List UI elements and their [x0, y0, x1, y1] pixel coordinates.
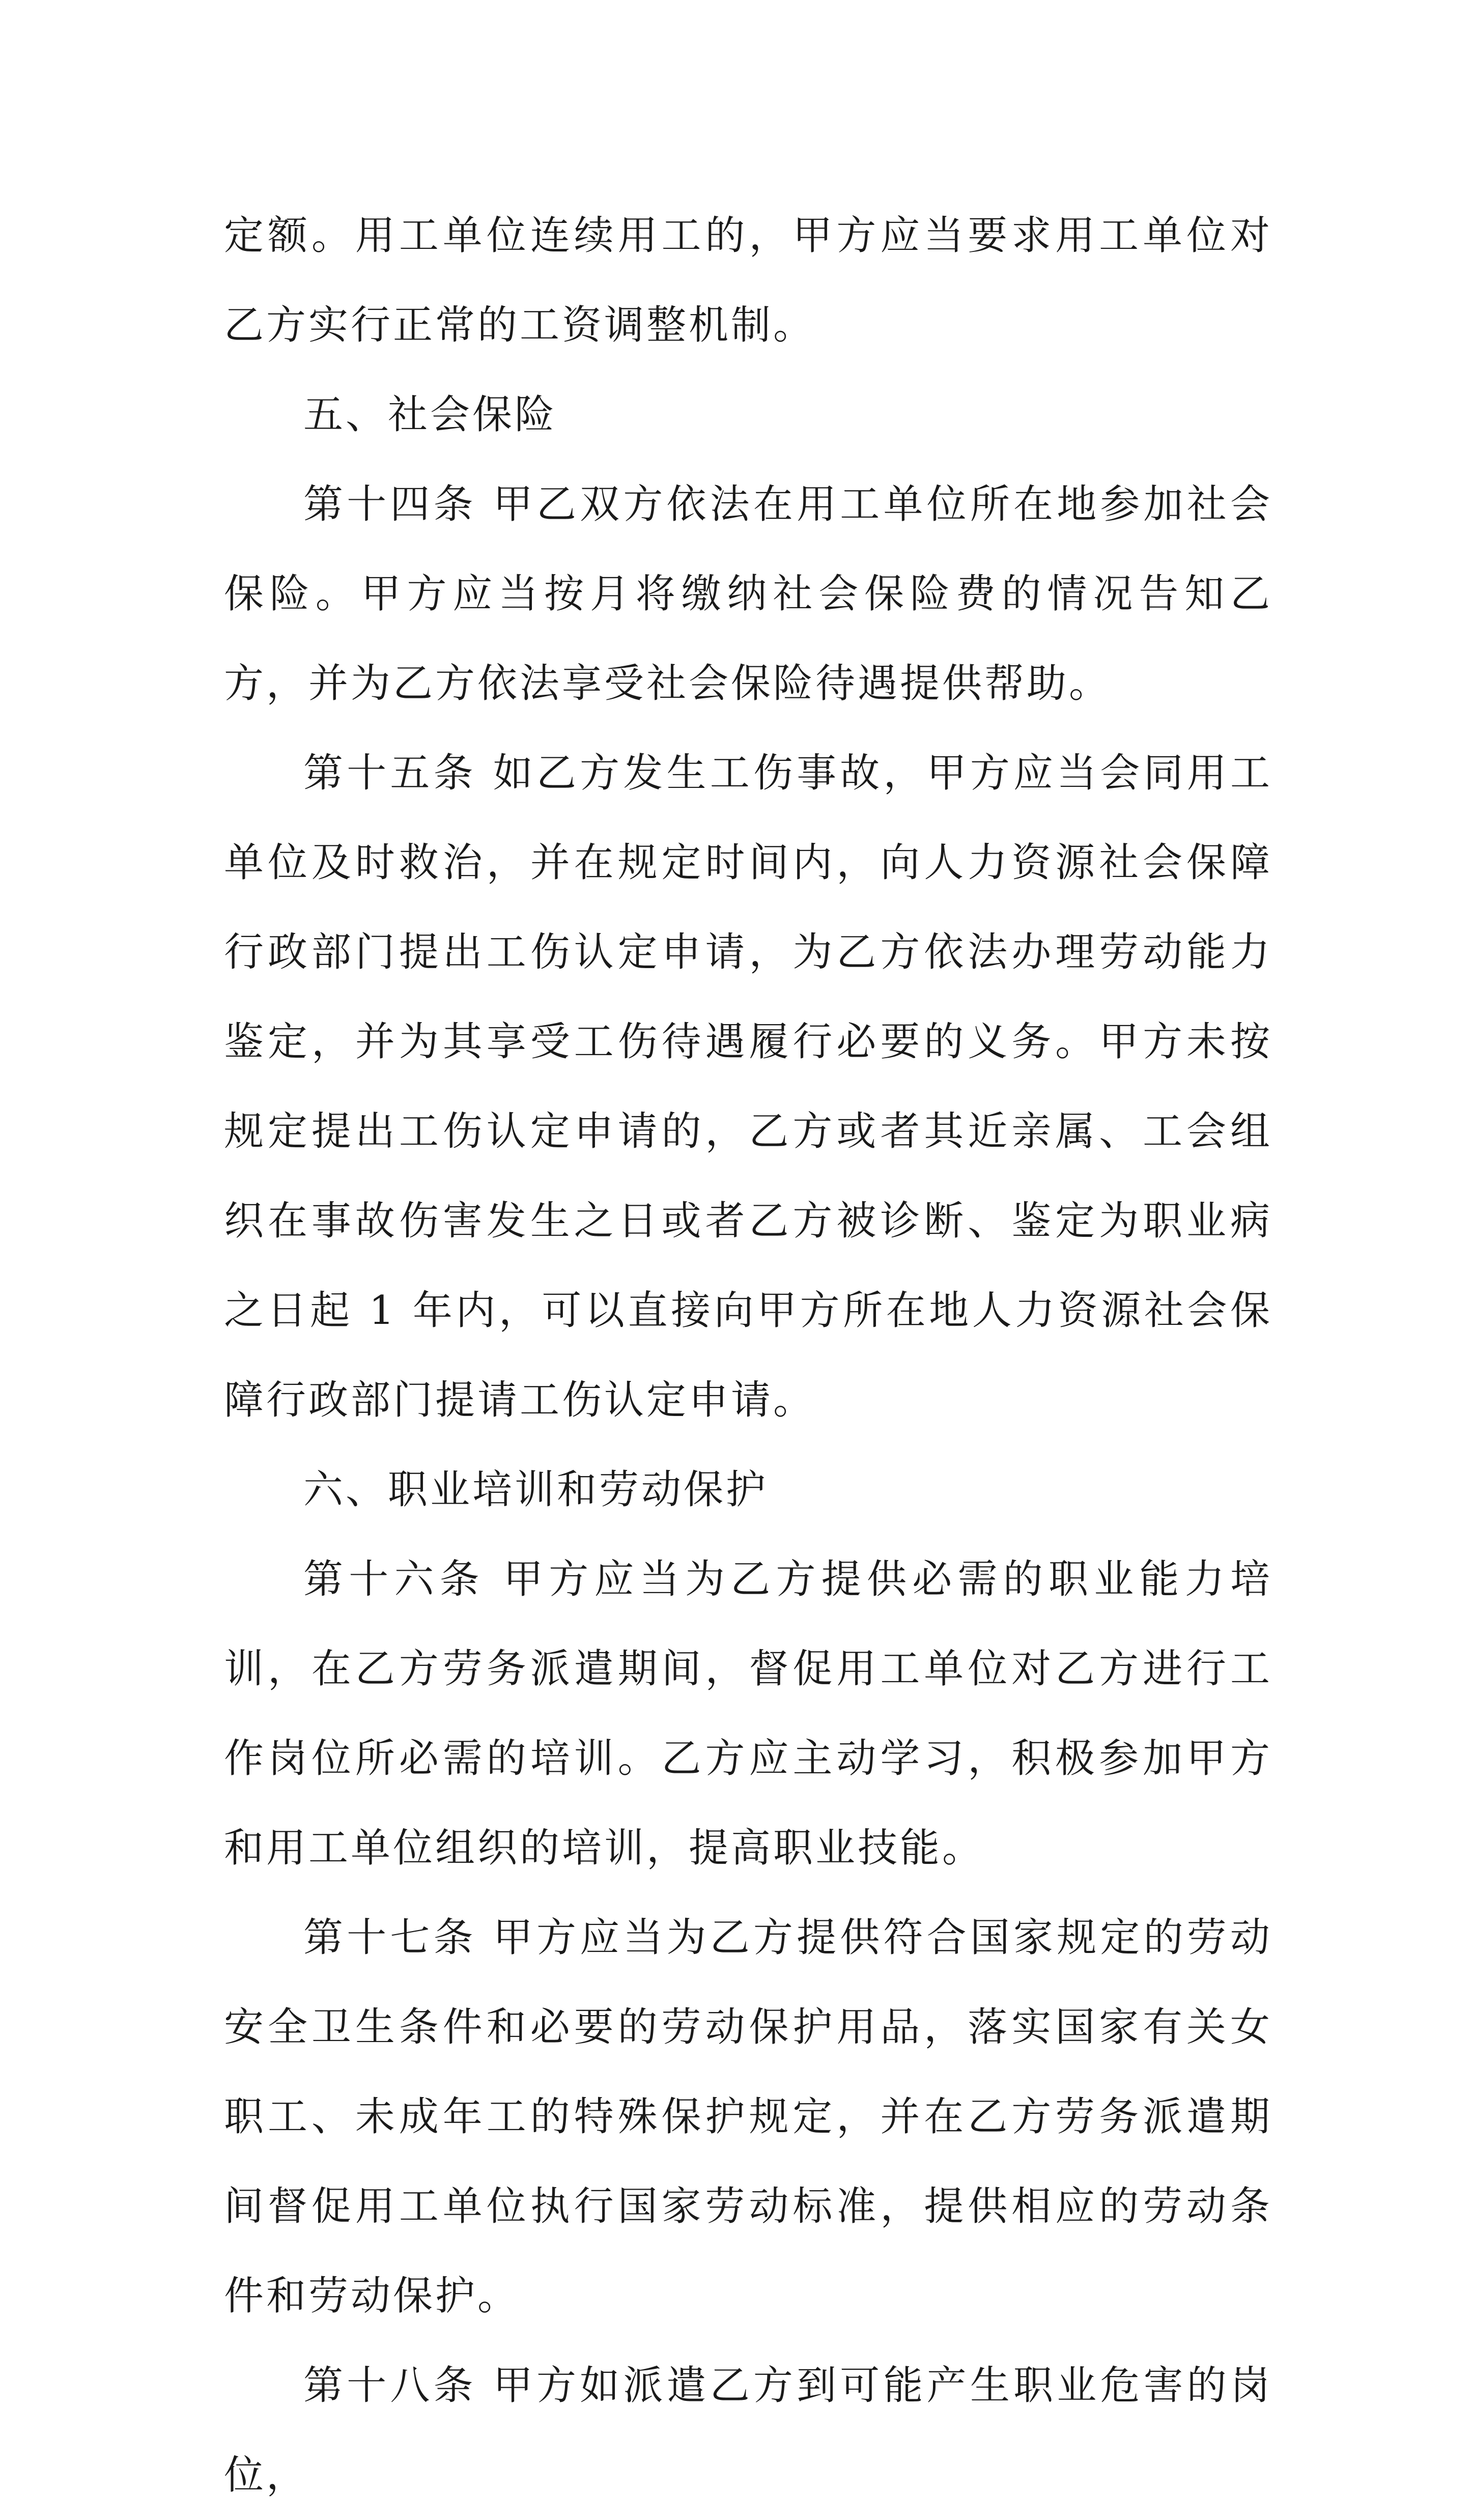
document-body — [224, 191, 1272, 2520]
article-18: 第十八条 甲方如派遣乙方到可能产生职业危害的岗位， — [224, 2363, 1272, 2498]
paragraph-wage-adjustment: 定额。用工单位连续用工的，甲方应当要求用工单位对乙方实行正常的工资调整机制。 — [224, 213, 1272, 348]
section-heading-training-protection: 六、职业培训和劳动保护 — [303, 1467, 769, 1513]
article-14: 第十四条 甲乙双方依法在用工单位所在地参加社会保险。甲方应当按月将缴纳社会保险费的情况告知乙方，并为乙方依法享受社会保险待遇提供帮助。 — [224, 482, 1272, 706]
section-heading-social-insurance: 五、社会保险 — [303, 392, 557, 438]
article-17: 第十七条 甲方应当为乙方提供符合国家规定的劳动安全卫生条件和必要的劳动保护用品，落实国家有关女职工、未成年工的特殊保护规定，并在乙方劳务派遣期间督促用工单位执行国家劳动标准，提供相应的劳动条件和劳动保护。 — [224, 1915, 1272, 2319]
article-16: 第十六条 甲方应当为乙方提供必需的职业能力培训，在乙方劳务派遣期间，督促用工单位对乙方进行工作岗位所必需的培训。乙方应主动学习，积极参加甲方和用工单位组织的培训，提高职业技能。 — [224, 1556, 1272, 1871]
article-15: 第十五条 如乙方发生工伤事故，甲方应当会同用工单位及时救治，并在规定时间内，向人力资源社会保障行政部门提出工伤认定申请，为乙方依法办理劳动能力鉴定，并为其享受工伤待遇履行必要的义务。甲方未按规定提出工伤认定申请的，乙方或者其近亲属、工会组织在事故伤害发生之日或者乙方被诊断、鉴定为职业病之日起 1 年内，可以直接向甲方所在地人力资源社会保障行政部门提请工伤认定申请。 — [224, 750, 1272, 1423]
